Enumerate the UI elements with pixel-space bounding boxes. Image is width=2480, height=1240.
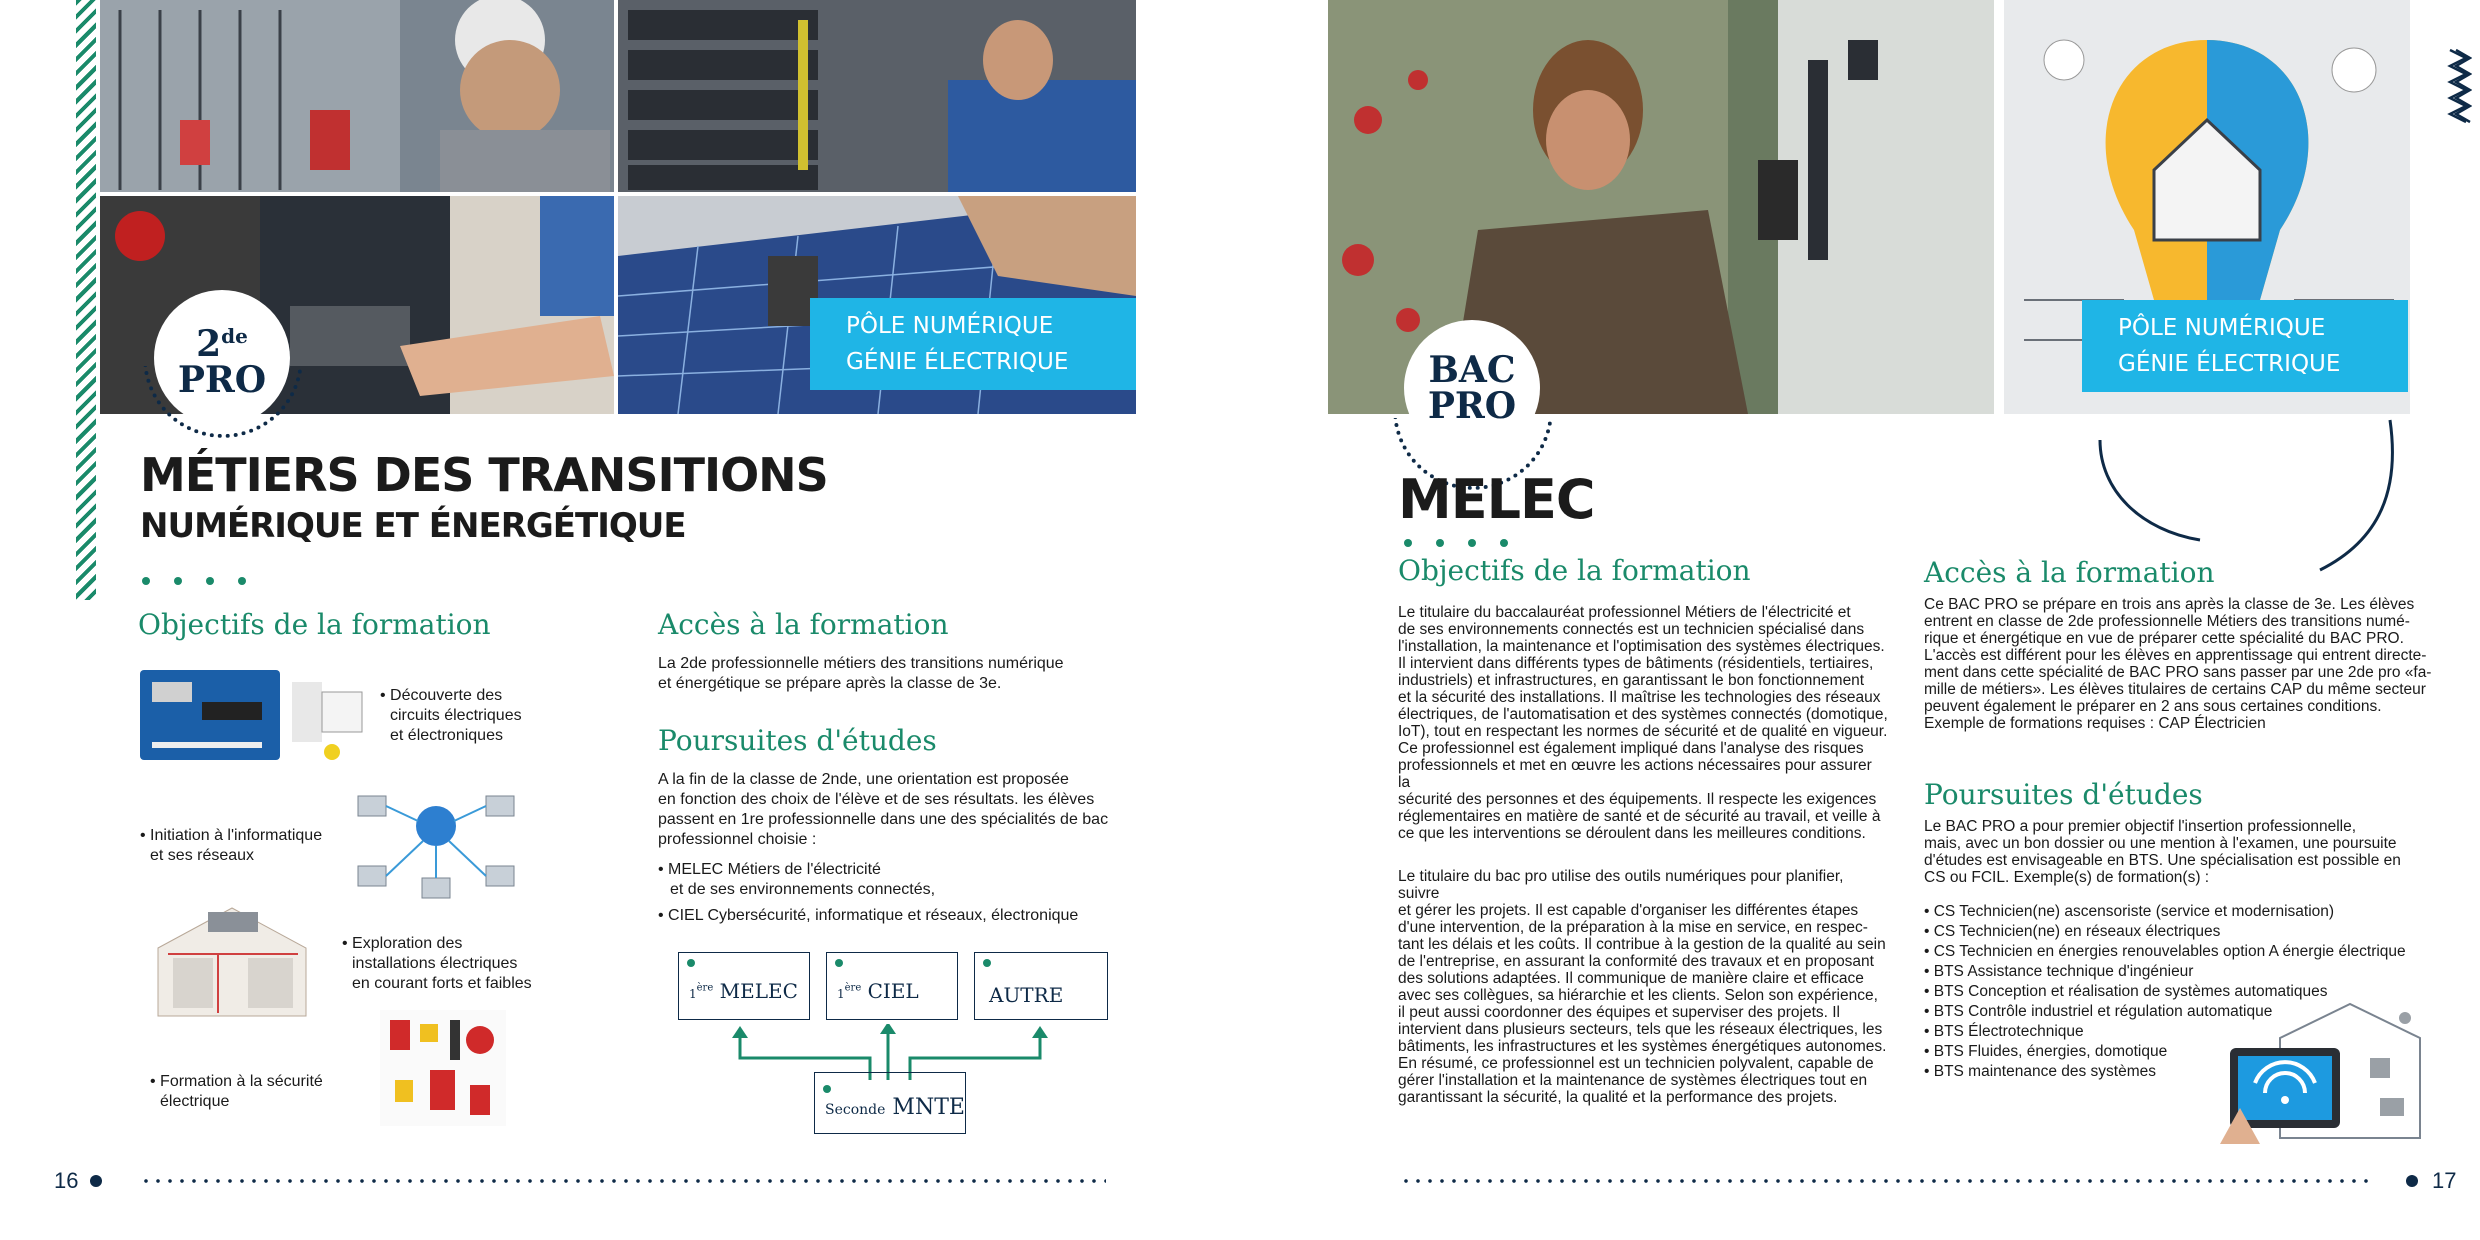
footer-dotted-line-right	[1400, 1179, 2370, 1183]
decorative-arc	[2080, 410, 2420, 580]
acces-text-right	[1924, 596, 2444, 732]
objectifs-heading-right: Objectifs de la formation	[1398, 554, 1751, 587]
poursuites-bullets: • MELEC Métiers de l'électricité et de ses environnements connectés, • CIEL Cybersécurité, informatique et réseaux, électronique	[658, 861, 1079, 924]
page-title-line1: MÉTIERS DES TRANSITIONS	[140, 448, 828, 502]
objectifs-para1-line: professionnels et met en œuvre les actions nécessaires pour assurer la	[1398, 757, 1872, 791]
acces-heading-right: Accès à la formation	[1924, 556, 2215, 589]
objectifs-para1-line: électriques, de l'automatisation et des systèmes connectés (domotique,	[1398, 706, 1888, 723]
poursuites-bullet-item: • CS Technicien(ne) en réseaux électriques	[1924, 922, 2444, 942]
poursuites-bullet-item: • BTS Électrotechnique	[1924, 1022, 2444, 1042]
objectifs-para1-line: IoT), tout en respectant les normes de sécurité et de qualité en vigueur.	[1398, 723, 1888, 740]
poursuites-bullet-item: • BTS maintenance des systèmes	[1924, 1062, 2444, 1082]
photo-server-rack	[618, 0, 1136, 192]
page-title-right: MELEC	[1398, 468, 1595, 531]
poursuites-heading: Poursuites d'études	[658, 724, 937, 757]
objectifs-para1-line: industriels) et infrastructures, en garantissant le bon fonctionnement	[1398, 672, 1865, 689]
pole-tag-line1: PÔLE NUMÉRIQUE	[846, 313, 1054, 339]
network-diagram-image	[348, 786, 524, 908]
poursuites-bullet-item: • CS Technicien en énergies renouvelables option A énergie électrique	[1924, 942, 2444, 962]
objectifs-para1-line: de ses environnements connectés est un technicien spécialisé dans	[1398, 621, 1865, 638]
page-number-dot-left	[90, 1175, 102, 1187]
objectifs-para2-line: tant les délais et les coûts. Il contribue à la gestion de la qualité au sein	[1398, 936, 1886, 953]
objectifs-para1-line: Le titulaire du baccalauréat professionnel Métiers de l'électricité et	[1398, 604, 1851, 621]
poursuites-bullet-item: • CS Technicien(ne) ascensoriste (service et modernisation)	[1924, 902, 2444, 922]
poursuites-right-line: Le BAC PRO a pour premier objectif l'insertion professionnelle,	[1924, 818, 2357, 835]
objectifs-para2-line: il peut aussi coordonner des équipes et superviser des projets. Il	[1398, 1004, 1840, 1021]
objectifs-paragraph-1	[1398, 604, 1888, 842]
objectifs-para2-line: En résumé, ce professionnel est un technicien polyvalent, capable de	[1398, 1055, 1874, 1072]
pole-tag-line1-right: PÔLE NUMÉRIQUE	[2118, 315, 2326, 341]
page-number-right: 17	[2432, 1168, 2457, 1193]
diagram-box-autre: AUTRE	[974, 952, 1108, 1020]
objectif-item-2: • Initiation à l'informatique et ses réseaux	[140, 827, 323, 864]
objectifs-para1-line: ce que les interventions se déroulent dans les meilleures conditions.	[1398, 825, 1866, 842]
acces-right-line: Ce BAC PRO se prépare en trois ans après la classe de 3e. Les élèves	[1924, 596, 2415, 613]
badge-line1-right: BAC	[1428, 349, 1516, 391]
pole-tag-line2-right: GÉNIE ÉLECTRIQUE	[2118, 351, 2341, 377]
footer-dotted-line-left	[140, 1179, 1106, 1183]
objectifs-para1-line: Ce professionnel est également impliqué dans l'analyse des risques	[1398, 740, 1864, 757]
acces-right-line: rique et énergétique en vue de préparer cette spécialité du BAC PRO.	[1924, 630, 2404, 647]
poursuites-bullet-item: • BTS Fluides, énergies, domotique	[1924, 1042, 2444, 1062]
objectifs-para2-line: garantissant la sécurité, la qualité et la performance des projets.	[1398, 1089, 1838, 1106]
acces-right-line: L'accès est différent pour les élèves en apprentissage qui entrent directe-	[1924, 647, 2427, 664]
objectifs-para1-line: sécurité des personnes et des équipements. Il respecte les exigences	[1398, 791, 1877, 808]
badge-line1: 2	[196, 323, 222, 365]
pole-tag-line2: GÉNIE ÉLECTRIQUE	[846, 349, 1069, 375]
badge-2de-pro	[154, 290, 290, 426]
decorative-hatch-bar	[76, 0, 96, 600]
safety-tools-image	[380, 1010, 506, 1126]
diagram-box-ciel: 1ère CIEL	[826, 952, 958, 1020]
poursuites-bullet-item: • BTS Assistance technique d'ingénieur	[1924, 962, 2444, 982]
objectif-item-1: • Découverte des circuits électriques et électroniques	[380, 687, 522, 744]
objectifs-para1-line: et la sécurité des installations. Il maîtrise les technologies des réseaux	[1398, 689, 1881, 706]
objectifs-para1-line: réglementaires en matière de santé et de sécurité au travail, et veille à	[1398, 808, 1881, 825]
badge-bac-pro	[1404, 320, 1540, 456]
page-number-left: 16	[54, 1168, 79, 1193]
poursuites-text-right	[1924, 818, 2444, 886]
decorative-zigzag	[2446, 46, 2472, 130]
objectifs-para2-line: bâtiments, les infrastructures et les systèmes énergétiques autonomes.	[1398, 1038, 1887, 1055]
objectifs-para1-line: l'installation, la maintenance et l'optimisation des systèmes électriques.	[1398, 638, 1885, 655]
poursuites-heading-right: Poursuites d'études	[1924, 778, 2203, 811]
arduino-board-image	[132, 662, 372, 766]
house-installation-image	[148, 898, 316, 1022]
poursuites-right-line: mais, avec un bon dossier ou une mention à l'examen, une poursuite	[1924, 835, 2397, 852]
acces-right-line: peuvent également le préparer en 2 ans sous certaines conditions.	[1924, 698, 2382, 715]
objectifs-para1-line: Il intervient dans différents types de bâtiments (résidentiels, tertiaires,	[1398, 655, 1874, 672]
objectifs-para2-line: Le titulaire du bac pro utilise des outils numériques pour planifier, suivre	[1398, 868, 1844, 902]
objectif-item-4: • Formation à la sécurité électrique	[150, 1073, 323, 1110]
objectifs-para2-line: avec ses collègues, sa hiérarchie et les clients. Selon son expérience,	[1398, 987, 1878, 1004]
objectifs-para2-line: et gérer les projets. Il est capable d'organiser les différentes étapes	[1398, 902, 1859, 919]
diagram-box-seconde-mnte: Seconde MNTE	[814, 1072, 966, 1134]
acces-right-line: mille de métiers». Les élèves titulaires de certains CAP du même secteur	[1924, 681, 2426, 698]
acces-right-line: Exemple de formations requises : CAP Électricien	[1924, 715, 2266, 732]
poursuites-bullet-item: • BTS Contrôle industriel et régulation automatique	[1924, 1002, 2444, 1022]
objectifs-para2-line: gérer l'installation et la maintenance de systèmes électriques tout en	[1398, 1072, 1868, 1089]
badge-line2-right: PRO	[1427, 385, 1517, 427]
pole-tag-left	[810, 298, 1136, 390]
page-number-dot-right	[2406, 1175, 2418, 1187]
objectifs-para2-line: intervient dans plusieurs secteurs, tels que les réseaux électriques, les	[1398, 1021, 1883, 1038]
objectifs-para2-line: de l'entreprise, en assurant la conformité des travaux et en proposant	[1398, 953, 1874, 970]
diagram-box-melec: 1ère MELEC	[678, 952, 810, 1020]
objectifs-para2-line: d'une intervention, de la préparation à la mise en service, en respec-	[1398, 919, 1868, 936]
objectifs-heading: Objectifs de la formation	[138, 608, 491, 641]
poursuites-right-line: d'études est envisageable en BTS. Une spécialisation est possible en	[1924, 852, 2401, 869]
objectifs-para2-line: des solutions adaptées. Il communique de manière claire et efficace	[1398, 970, 1864, 987]
smart-home-tablet-image	[2220, 998, 2430, 1144]
acces-right-line: ment dans cette spécialité de BAC PRO sans passer par une 2de pro «fa-	[1924, 664, 2432, 681]
pole-tag-right	[2082, 300, 2408, 392]
photo-technician-panel	[100, 0, 614, 192]
title-dots	[142, 572, 270, 590]
page-title-line2: NUMÉRIQUE ET ÉNERGÉTIQUE	[140, 506, 686, 546]
poursuites-right-line: CS ou FCIL. Exemple(s) de formation(s) :	[1924, 869, 2210, 886]
acces-right-line: entrent en classe de 2de professionnelle Métiers des transitions numé-	[1924, 613, 2410, 630]
objectif-item-3: • Exploration des installations électriques en courant forts et faibles	[342, 935, 532, 992]
acces-text: La 2de professionnelle métiers des transitions numérique et énergétique se prépare après la classe de 3e.	[658, 655, 1064, 692]
poursuites-text: A la fin de la classe de 2nde, une orientation est proposée en fonction des choix de l'élève et de ses résultats. les élèves passent en 1re professionnelle dans une des spécialités de bac professionnel choisie :	[658, 771, 1109, 848]
badge-line2: PRO	[177, 359, 267, 401]
badge-sup: de	[221, 324, 248, 348]
acces-heading: Accès à la formation	[658, 608, 949, 641]
poursuites-bullet-item: • BTS Conception et réalisation de systèmes automatiques	[1924, 982, 2444, 1002]
objectifs-paragraph-2	[1398, 868, 1888, 1106]
title-dots-right	[1404, 534, 1532, 552]
